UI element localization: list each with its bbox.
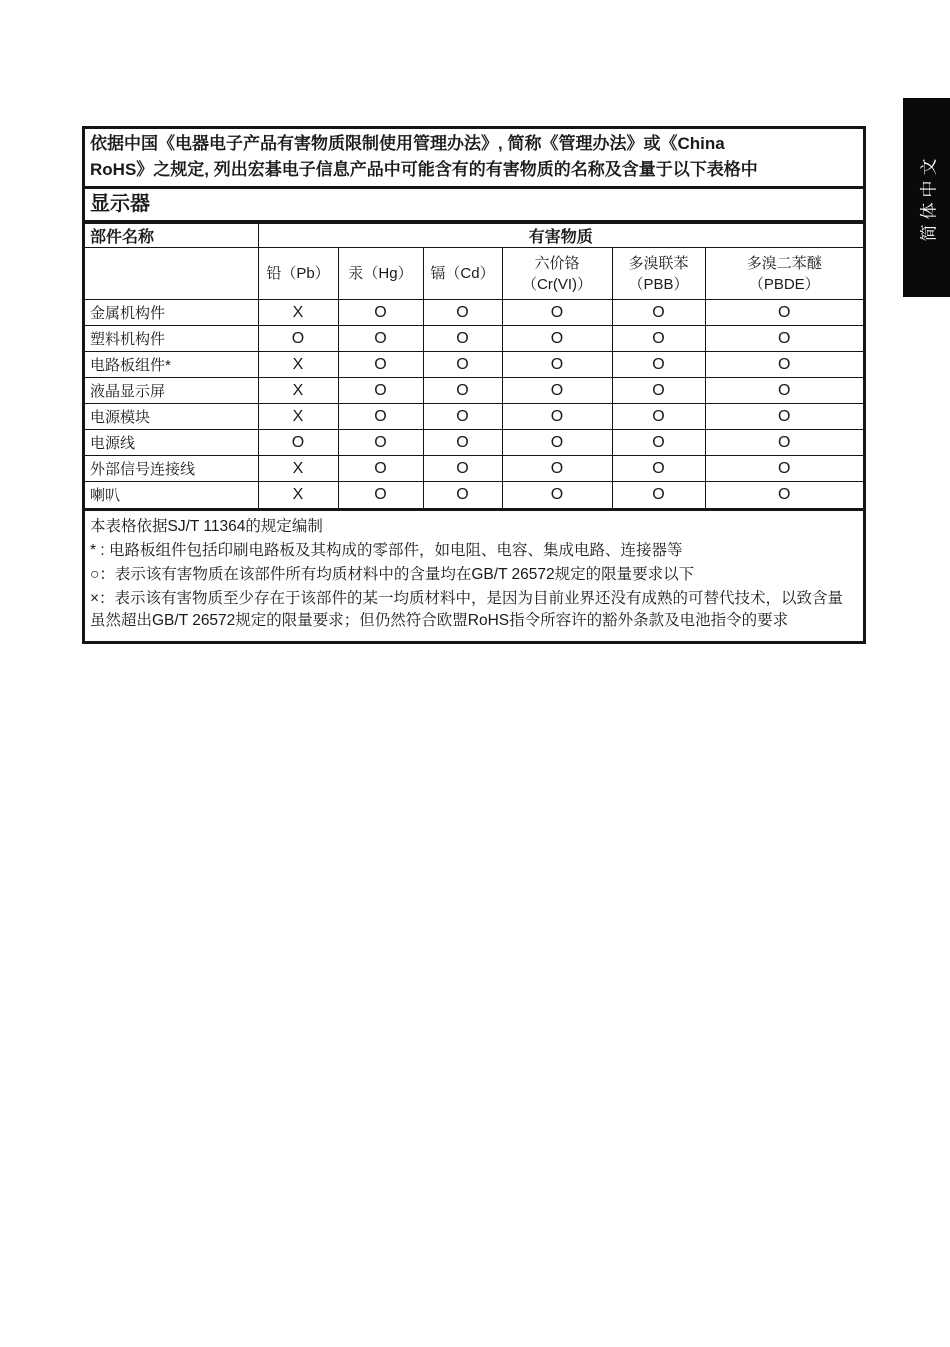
table-row [85,404,863,430]
substance-value: O [705,326,863,352]
substance-value: O [502,482,612,508]
substance-column-header [502,248,612,300]
substance-value: O [338,430,423,456]
table-row [85,378,863,404]
substance-value: O [612,352,705,378]
substance-value: X [258,404,338,430]
substance-value: O [338,404,423,430]
substance-value: O [612,404,705,430]
substance-value: O [423,300,502,326]
substance-value: O [338,456,423,482]
substance-name: 六价铬 [534,254,580,272]
component-name: 电源模块 [85,404,258,430]
substance-symbol: （Cr(VI)） [522,275,592,293]
substance-value: O [502,326,612,352]
component-name: 电源线 [85,430,258,456]
substance-value: O [338,326,423,352]
substance-value: O [612,456,705,482]
substance-value: X [258,456,338,482]
component-name: 外部信号连接线 [85,456,258,482]
substance-name: 多溴二苯醚 [746,254,822,272]
substance-column-header [423,248,502,300]
substance-value: O [502,430,612,456]
substance-value: O [423,482,502,508]
substance-value: O [705,352,863,378]
language-tab-label: 简体中文 [919,153,938,242]
notes [85,508,863,641]
substance-value: O [705,430,863,456]
empty-corner-cell [85,248,258,300]
substance-value: O [612,378,705,404]
substance-name: 多溴联苯 [628,254,689,272]
col-header-part-name: 部件名称 [85,224,258,248]
substance-value: O [338,378,423,404]
substance-value: O [502,404,612,430]
substance-name: 铅（Pb） [266,265,330,282]
substance-column-header [705,248,863,300]
substance-value: O [258,326,338,352]
component-name: 液晶显示屏 [85,378,258,404]
substance-value: O [612,430,705,456]
substance-name: 镉（Cd） [430,265,495,282]
substance-value: O [612,326,705,352]
substance-column-header [338,248,423,300]
substance-column-header [612,248,705,300]
substance-value: O [502,378,612,404]
table-row [85,300,863,326]
substance-symbol: （PBB） [628,275,689,293]
substance-symbol: （PBDE） [748,275,820,293]
substance-value: X [258,300,338,326]
substance-value: O [502,352,612,378]
china-rohs-declaration [82,126,866,644]
substance-value: O [258,430,338,456]
substance-value: O [338,300,423,326]
component-name: 金属机构件 [85,300,258,326]
intro-line-2: RoHS》之规定, 列出宏碁电子信息产品中可能含有的有害物质的名称及含量于以下表格中 [90,160,758,179]
component-name: 喇叭 [85,482,258,508]
substance-value: O [705,378,863,404]
substance-value: O [338,482,423,508]
substance-value: O [612,482,705,508]
substance-value: O [705,300,863,326]
substance-value: X [258,378,338,404]
note-line: ×：表示该有害物质至少存在于该部件的某一均质材料中，是因为目前业界还没有成熟的可替代技术，以致含量虽然超出GB/T 26572规定的限量要求；但仍然符合欧盟RoHS指令所容许的豁外条款及电池指令的要求 [90,589,844,629]
table-row [85,430,863,456]
substance-name: 汞（Hg） [348,265,413,282]
table-row [85,482,863,508]
substance-value: O [705,456,863,482]
substance-value: O [423,352,502,378]
substance-value: O [502,456,612,482]
substance-value: O [423,456,502,482]
product-section-title: 显示器 [85,189,863,223]
substance-value: O [705,404,863,430]
component-name: 塑料机构件 [85,326,258,352]
language-tab-simplified-chinese [903,98,950,297]
substance-value: O [423,430,502,456]
table-row [85,352,863,378]
col-header-hazardous-substances: 有害物质 [258,224,863,248]
table-header-row [85,224,863,248]
substance-value: X [258,352,338,378]
substance-value: X [258,482,338,508]
table-row [85,326,863,352]
substance-value: O [502,300,612,326]
table-row [85,456,863,482]
note-line: 本表格依据SJ/T 11364的规定编制 [90,517,323,535]
substance-value: O [705,482,863,508]
hazardous-substances-table [85,223,863,508]
intro-text [85,129,863,189]
substance-value: O [338,352,423,378]
substance-header-row [85,248,863,300]
note-line: * : 电路板组件包括印刷电路板及其构成的零部件，如电阻、电容、集成电路、连接器等 [90,541,683,559]
note-line: ○：表示该有害物质在该部件所有均质材料中的含量均在GB/T 26572规定的限量要求以下 [90,565,695,583]
intro-line-1: 依据中国《电器电子产品有害物质限制使用管理办法》, 简称《管理办法》或《China [90,134,725,153]
substance-value: O [423,378,502,404]
substance-value: O [423,326,502,352]
component-name: 电路板组件* [85,352,258,378]
substance-column-header [258,248,338,300]
substance-value: O [423,404,502,430]
substance-value: O [612,300,705,326]
